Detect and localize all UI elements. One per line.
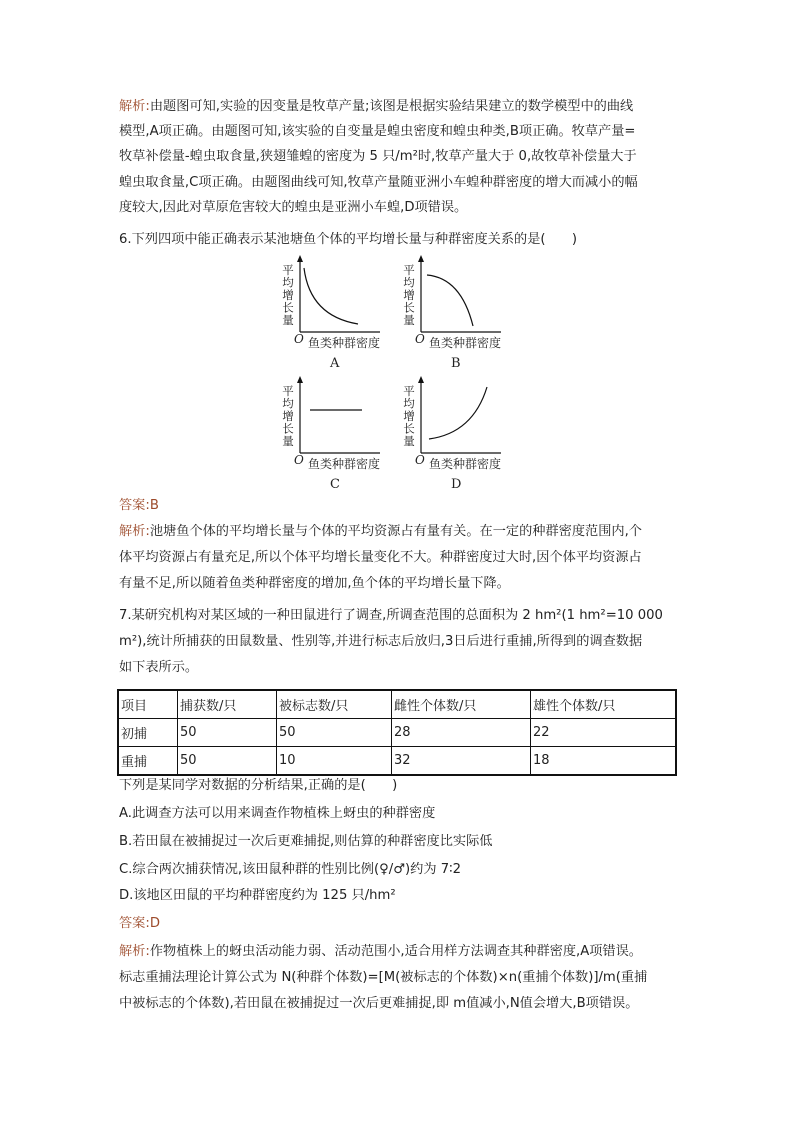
q7-stem-line-3: 如下表所示。: [119, 660, 199, 675]
table-header-cell: 雄性个体数/只: [531, 690, 677, 719]
table-cell: 28: [392, 719, 531, 747]
y-axis-label: 平均增长量: [402, 264, 416, 327]
origin-label: O: [294, 453, 304, 467]
curve-b: [427, 275, 473, 326]
origin-label: O: [415, 332, 425, 346]
y-axis-label: 平均增长量: [281, 264, 295, 327]
x-axis-label: 鱼类种群密度: [429, 457, 502, 471]
q7-stem-line-2: m²),统计所捕获的田鼠数量、性别等,并进行标志后放归,3日后进行重捕,所得到的调查数据: [119, 634, 643, 649]
chart-letter: A: [330, 356, 340, 371]
chart-a: [280, 254, 410, 374]
table-header-cell: 捕获数/只: [178, 690, 277, 719]
q5-analysis-line-4: 蝗虫取食量,C项正确。由题图曲线可知,牧草产量随亚洲小车蝗种群密度的增大而减小的幅: [119, 175, 638, 190]
q7-data-table: [117, 689, 677, 776]
table-cell: 50: [277, 719, 392, 747]
table-header-cell: 项目: [118, 690, 178, 719]
q7-option-c: C.综合两次捕获情况,该田鼠种群的性别比例(♀/♂)约为 7∶2: [119, 862, 461, 877]
table-cell: 重捕: [118, 747, 178, 776]
chart-letter: C: [330, 477, 340, 492]
y-axis-label: 平均增长量: [281, 385, 295, 448]
answer-label: 答案:B: [119, 498, 159, 513]
q7-analysis-line-3: 中被标志的个体数),若田鼠在被捕捉过一次后更难捕捉,即 m值减小,N值会增大,B项错误。: [119, 996, 639, 1011]
chart-b-svg: [401, 254, 531, 374]
q7-analysis-line-1: 解析:作物植株上的蚜虫活动能力弱、活动范围小,适合用样方法调查其种群密度,A项错误。: [119, 944, 642, 959]
table-cell: 50: [178, 719, 277, 747]
table-row: [118, 747, 676, 776]
table-cell: 22: [531, 719, 677, 747]
y-axis-arrow: [297, 376, 303, 383]
x-axis-label: 鱼类种群密度: [429, 336, 502, 350]
q7-option-a: A.此调查方法可以用来调查作物植株上蚜虫的种群密度: [119, 806, 436, 821]
table-cell: 初捕: [118, 719, 178, 747]
x-axis-label: 鱼类种群密度: [308, 336, 381, 350]
q5-analysis-line-1: 解析:由题图可知,实验的因变量是牧草产量;该图是根据实验结果建立的数学模型中的曲线: [119, 99, 634, 114]
chart-letter: B: [451, 356, 461, 371]
table-cell: 18: [531, 747, 677, 776]
table-header-cell: 雌性个体数/只: [392, 690, 531, 719]
q5-analysis-line-5: 度较大,因此对草原危害较大的蝗虫是亚洲小车蝗,D项错误。: [119, 200, 468, 215]
curve-a: [304, 268, 358, 324]
table-cell: 10: [277, 747, 392, 776]
y-axis-label: 平均增长量: [402, 385, 416, 448]
analysis-label: 解析:: [119, 524, 150, 539]
q6-chart-grid: [280, 254, 540, 494]
q7-option-d: D.该地区田鼠的平均种群密度约为 125 只/hm²: [119, 888, 396, 903]
q7-analysis-line-2: 标志重捕法理论计算公式为 N(种群个体数)=[M(被标志的个体数)×n(重捕个体数)]/m(重捕: [119, 970, 648, 985]
origin-label: O: [294, 332, 304, 346]
analysis-label: 解析:: [119, 99, 150, 114]
origin-label: O: [415, 453, 425, 467]
chart-d-svg: [401, 375, 531, 495]
y-axis-arrow: [418, 255, 424, 262]
chart-a-svg: [280, 254, 410, 374]
chart-letter: D: [451, 477, 462, 492]
q6-answer: [119, 494, 684, 519]
x-axis-label: 鱼类种群密度: [308, 457, 381, 471]
q6-analysis-line-2: 体平均资源占有量充足,所以个体平均增长量变化不大。种群密度过大时,因个体平均资源占: [119, 550, 642, 565]
q7-question: 下列是某同学对数据的分析结果,正确的是( ): [119, 778, 398, 793]
analysis-label: 解析:: [119, 944, 150, 959]
chart-c: [280, 375, 410, 495]
q6-analysis-line-3: 有量不足,所以随着鱼类种群密度的增加,鱼个体的平均增长量下降。: [119, 576, 510, 591]
q5-analysis-line-2: 模型,A项正确。由题图可知,该实验的自变量是蝗虫密度和蝗虫种类,B项正确。牧草产量=: [119, 124, 636, 139]
chart-c-svg: [280, 375, 410, 495]
q7-option-b: B.若田鼠在被捕捉过一次后更难捕捉,则估算的种群密度比实际低: [119, 834, 493, 849]
table-row: [118, 719, 676, 747]
chart-d: [401, 375, 531, 495]
answer-label: 答案:D: [119, 916, 160, 931]
q6-stem: 6.下列四项中能正确表示某池塘鱼个体的平均增长量与种群密度关系的是( ): [119, 232, 578, 247]
y-axis-arrow: [297, 255, 303, 262]
table-header-row: [118, 690, 676, 719]
table-cell: 50: [178, 747, 277, 776]
curve-d: [429, 387, 487, 439]
q7-stem-line-1: 7.某研究机构对某区域的一种田鼠进行了调查,所调查范围的总面积为 2 hm²(1 hm²=10 000: [119, 608, 663, 623]
table-header-cell: 被标志数/只: [277, 690, 392, 719]
q7-answer: [119, 912, 684, 937]
chart-b: [401, 254, 531, 374]
table-cell: 32: [392, 747, 531, 776]
y-axis-arrow: [418, 376, 424, 383]
q5-analysis-line-3: 牧草补偿量-蝗虫取食量,狭翅雏蝗的密度为 5 只/m²时,牧草产量大于 0,故牧草补偿量大于: [119, 149, 637, 164]
q6-analysis-line-1: 解析:池塘鱼个体的平均增长量与个体的平均资源占有量有关。在一定的种群密度范围内,个: [119, 524, 642, 539]
